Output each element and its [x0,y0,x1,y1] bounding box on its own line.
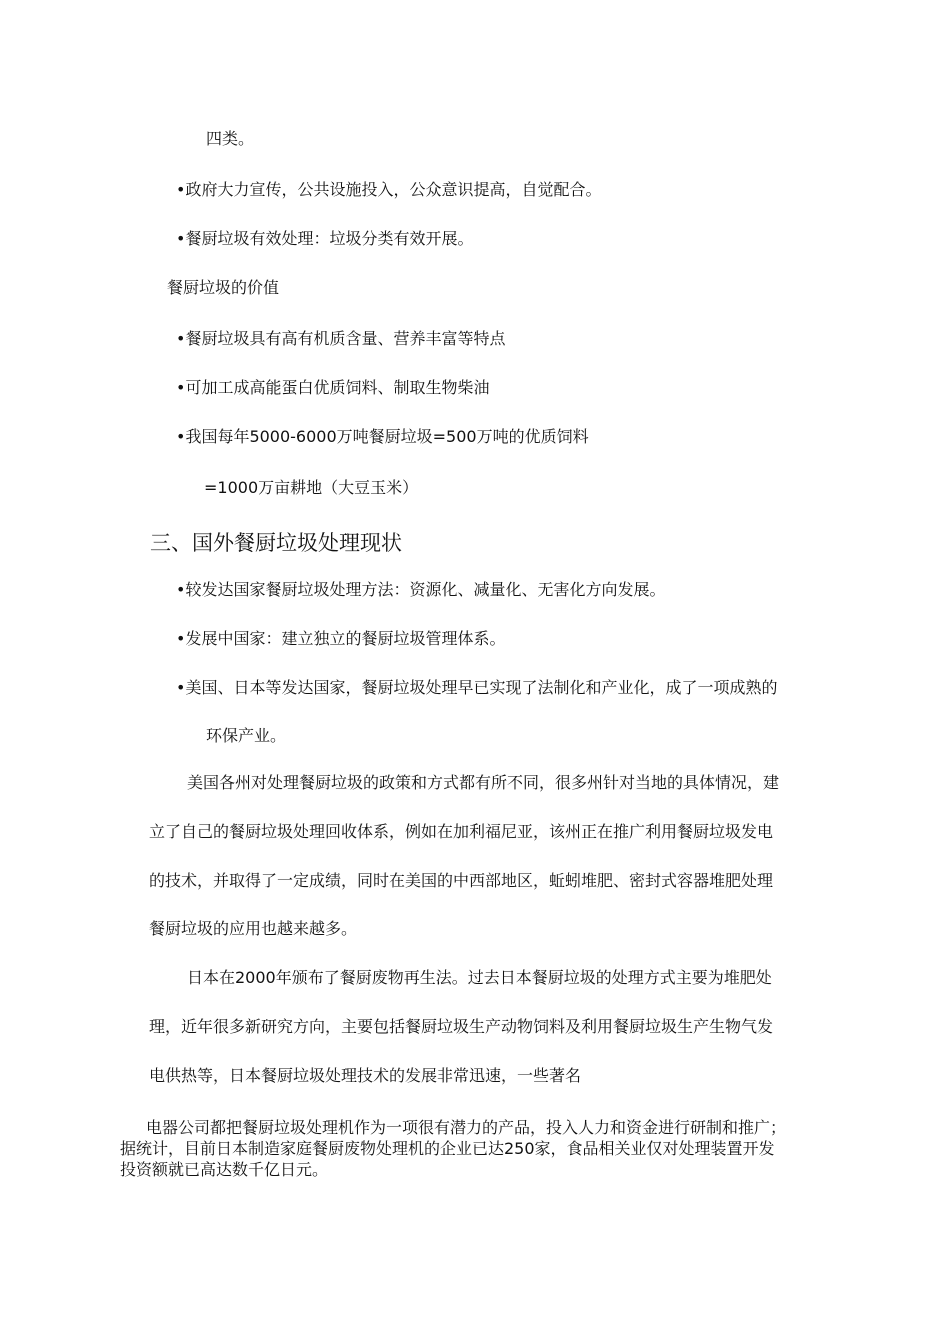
subheading: 餐厨垃圾的价值 [167,278,280,297]
section-heading: 三、国外餐厨垃圾处理现状 [150,531,402,555]
paragraph-line: 餐厨垃圾的应用也越来越多。 [149,919,358,938]
text-line: 四类。 [206,129,255,148]
paragraph-line: 电器公司都把餐厨垃圾处理机作为一项很有潜力的产品，投入人力和资金进行研制和推广； [146,1118,787,1137]
bullet-item: •餐厨垃圾有效处理：垃圾分类有效开展。 [176,229,474,248]
paragraph-block [120,1117,820,1180]
paragraph-line: 日本在2000年颁布了餐厨废物再生法。过去日本餐厨垃圾的处理方式主要为堆肥处 [187,968,772,987]
bullet-item: •我国每年5000-6000万吨餐厨垃圾=500万吨的优质饲料 [176,427,589,446]
paragraph-line: 理，近年很多新研究方向，主要包括餐厨垃圾生产动物饲料及利用餐厨垃圾生产生物气发 [149,1017,774,1036]
bullet-item: •餐厨垃圾具有高有机质含量、营养丰富等特点 [176,329,506,348]
text-line: =1000万亩耕地（大豆玉米） [204,478,419,497]
bullet-item: •政府大力宣传，公共设施投入，公众意识提高，自觉配合。 [176,180,602,199]
paragraph-line: 立了自己的餐厨垃圾处理回收体系，例如在加利福尼亚，该州正在推广利用餐厨垃圾发电 [149,822,774,841]
paragraph-line: 电供热等，日本餐厨垃圾处理技术的发展非常迅速，一些著名 [149,1066,582,1085]
bullet-item: •可加工成高能蛋白优质饲料、制取生物柴油 [176,378,490,397]
bullet-item: •较发达国家餐厨垃圾处理方法：资源化、减量化、无害化方向发展。 [176,580,666,599]
bullet-item: •美国、日本等发达国家，餐厨垃圾处理早已实现了法制化和产业化，成了一项成熟的 [176,678,778,697]
paragraph-line: 投资额就已高达数千亿日元。 [120,1160,329,1179]
bullet-item: •发展中国家：建立独立的餐厨垃圾管理体系。 [176,629,506,648]
paragraph-line: 据统计，目前日本制造家庭餐厨废物处理机的企业已达250家，食品相关业仅对处理装置开发 [120,1139,775,1158]
paragraph-line: 的技术，并取得了一定成绩，同时在美国的中西部地区，蚯蚓堆肥、密封式容器堆肥处理 [149,871,774,890]
paragraph-line: 美国各州对处理餐厨垃圾的政策和方式都有所不同，很多州针对当地的具体情况，建 [187,773,780,792]
text-line: 环保产业。 [206,726,287,745]
